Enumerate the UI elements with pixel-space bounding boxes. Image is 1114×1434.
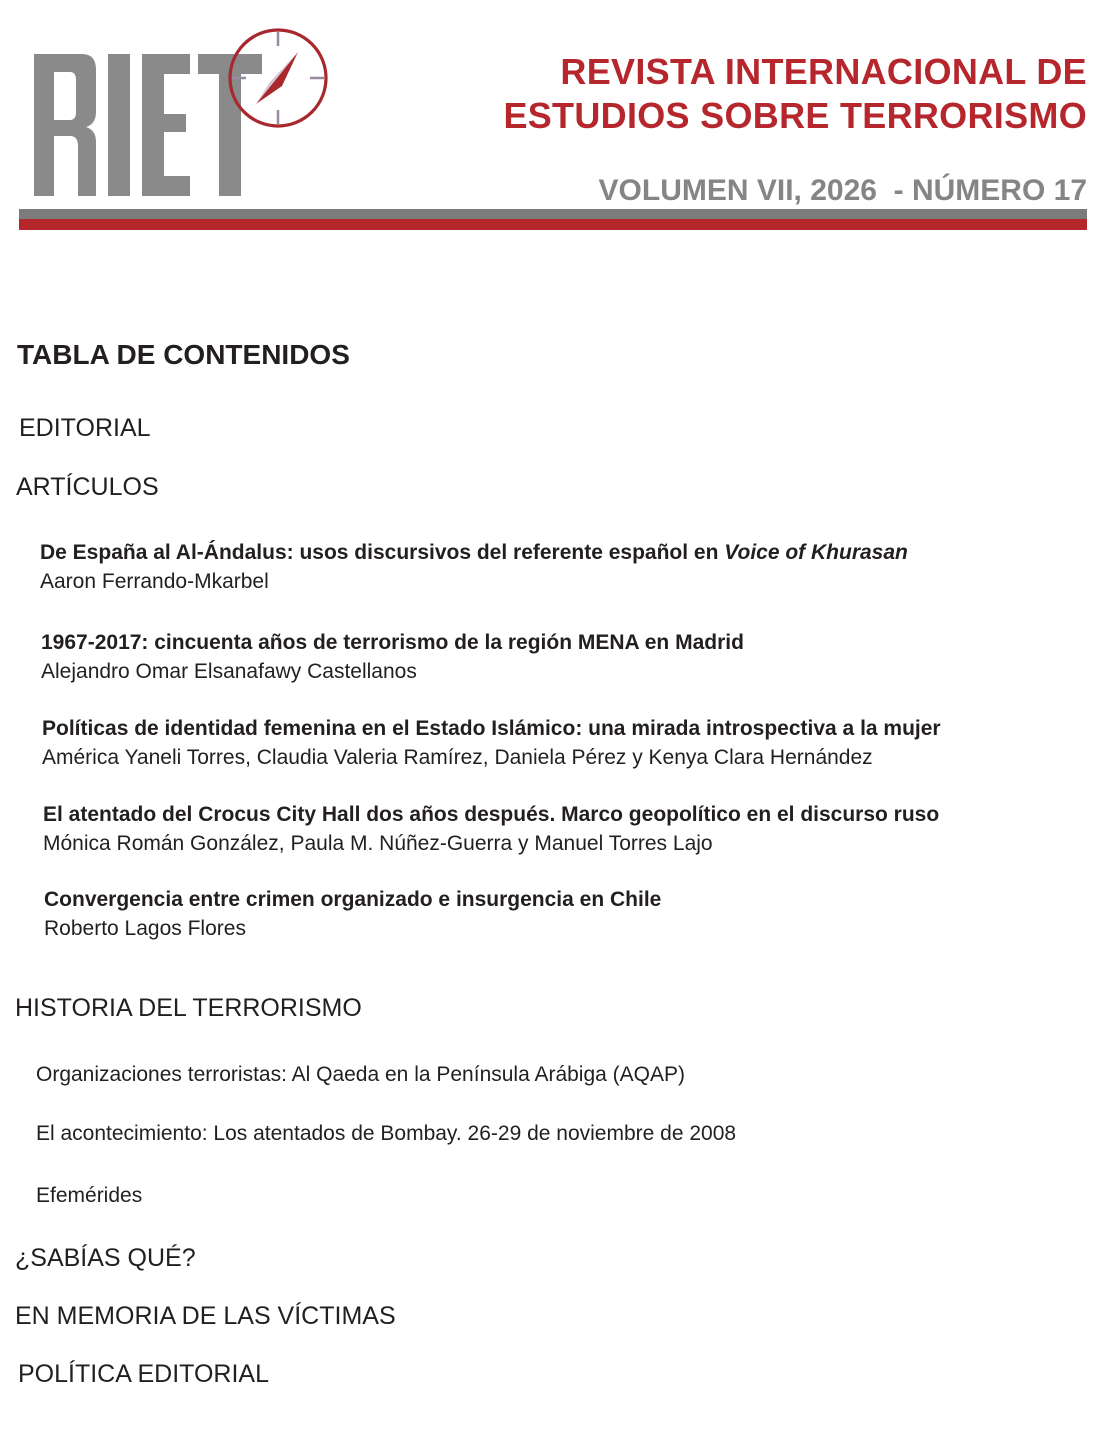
article-title[interactable]: El atentado del Crocus City Hall dos años después. Marco geopolítico en el discurso ruso bbox=[43, 803, 940, 826]
toc-section-editorial[interactable]: EDITORIAL bbox=[19, 414, 151, 442]
journal-title-line2: ESTUDIOS SOBRE TERRORISMO bbox=[503, 95, 1087, 136]
logo-letters bbox=[34, 54, 262, 196]
toc-section-historia[interactable]: HISTORIA DEL TERRORISMO bbox=[15, 994, 362, 1022]
toc-article[interactable] bbox=[42, 715, 941, 773]
article-title-italic: Voice of Khurasan bbox=[724, 541, 908, 564]
toc-section-memoria[interactable]: EN MEMORIA DE LAS VÍCTIMAS bbox=[15, 1302, 396, 1330]
article-authors: Alejandro Omar Elsanafawy Castellanos bbox=[41, 660, 417, 683]
volume-number: VOLUMEN VII, 2026 - NÚMERO 17 bbox=[598, 174, 1087, 207]
riet-logo bbox=[30, 26, 340, 202]
toc-historia-item[interactable]: Efemérides bbox=[36, 1184, 143, 1207]
article-authors: Roberto Lagos Flores bbox=[44, 917, 246, 940]
toc-article[interactable] bbox=[41, 629, 744, 687]
journal-header bbox=[0, 0, 1114, 240]
article-title[interactable]: 1967-2017: cincuenta años de terrorismo de la región MENA en Madrid bbox=[41, 631, 744, 654]
article-title[interactable]: De España al Al-Ándalus: usos discursivos del referente español en Voice of Khurasan bbox=[40, 541, 908, 564]
article-authors: Mónica Román González, Paula M. Núñez-Guerra y Manuel Torres Lajo bbox=[43, 832, 713, 855]
toc-historia-item[interactable]: El acontecimiento: Los atentados de Bombay. 26-29 de noviembre de 2008 bbox=[36, 1122, 737, 1145]
toc-heading: TABLA DE CONTENIDOS bbox=[17, 339, 350, 370]
journal-title bbox=[503, 50, 1087, 138]
journal-title-line1: REVISTA INTERNACIONAL DE bbox=[560, 51, 1087, 92]
toc-article[interactable] bbox=[44, 886, 661, 944]
toc-section-sabias[interactable]: ¿SABÍAS QUÉ? bbox=[15, 1244, 196, 1272]
toc-article[interactable] bbox=[40, 539, 908, 597]
article-title[interactable]: Convergencia entre crimen organizado e insurgencia en Chile bbox=[44, 888, 662, 911]
compass-icon bbox=[230, 30, 326, 126]
header-rule-gray bbox=[19, 209, 1087, 219]
toc-section-politica[interactable]: POLÍTICA EDITORIAL bbox=[18, 1360, 270, 1388]
toc-section-articulos[interactable]: ARTÍCULOS bbox=[16, 473, 159, 501]
toc-article[interactable] bbox=[43, 801, 939, 859]
article-authors: Aaron Ferrando-Mkarbel bbox=[40, 570, 269, 593]
article-authors: América Yaneli Torres, Claudia Valeria Ramírez, Daniela Pérez y Kenya Clara Hernández bbox=[42, 746, 873, 769]
article-title[interactable]: Políticas de identidad femenina en el Estado Islámico: una mirada introspectiva a la mujer bbox=[42, 717, 941, 740]
toc-historia-item[interactable]: Organizaciones terroristas: Al Qaeda en la Península Arábiga (AQAP) bbox=[36, 1063, 686, 1086]
header-rule-red bbox=[19, 219, 1087, 230]
